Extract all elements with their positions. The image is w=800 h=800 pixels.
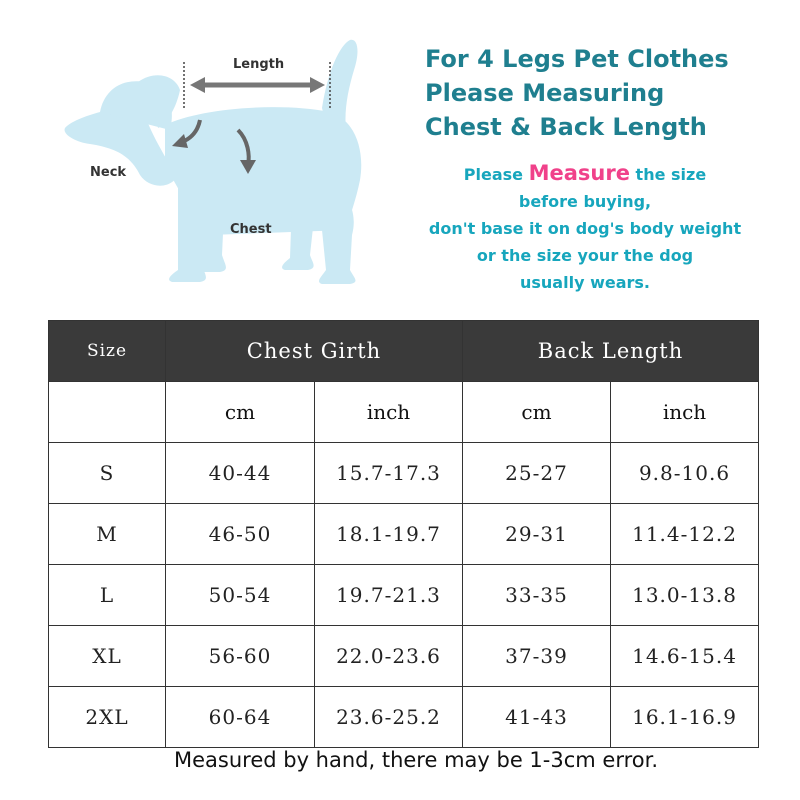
chest-inch-cell: 19.7-21.3 [315, 565, 463, 626]
back-inch-cell: 13.0-13.8 [611, 565, 759, 626]
table-row [49, 687, 759, 748]
back-inch-cell: 9.8-10.6 [611, 443, 759, 504]
notice-emphasis: Measure [528, 161, 630, 185]
length-arrow [190, 77, 325, 93]
chest-inch-cell: 22.0-23.6 [315, 626, 463, 687]
table-row [49, 626, 759, 687]
chest-cm-cell: 46-50 [166, 504, 315, 565]
size-chart-table [48, 320, 759, 748]
measurement-error-footnote: Measured by hand, there may be 1-3cm error. [173, 748, 658, 772]
back-cm-cell: 33-35 [463, 565, 611, 626]
back-cm-cell: 25-27 [463, 443, 611, 504]
unit-cell: inch [315, 382, 463, 443]
unit-row [49, 382, 759, 443]
title-line: Please Measuring [425, 79, 665, 107]
notice-line: don't base it on dog's body weight [428, 219, 742, 238]
unit-cell: inch [611, 382, 759, 443]
table-row [49, 565, 759, 626]
length-label: Length [233, 57, 285, 72]
back-cm-cell: 29-31 [463, 504, 611, 565]
back-cm-cell: 37-39 [463, 626, 611, 687]
chest-inch-cell: 18.1-19.7 [315, 504, 463, 565]
chest-inch-cell: 23.6-25.2 [315, 687, 463, 748]
title-line: For 4 Legs Pet Clothes [425, 45, 729, 73]
notice-first-line [385, 160, 785, 188]
size-cell: 2XL [49, 687, 166, 748]
size-cell: L [49, 565, 166, 626]
size-cell: M [49, 504, 166, 565]
back-inch-cell: 14.6-15.4 [611, 626, 759, 687]
notice-suffix: the size [629, 165, 707, 184]
size-cell: XL [49, 626, 166, 687]
notice-line: before buying, [518, 192, 652, 211]
unit-cell: cm [463, 382, 611, 443]
back-inch-cell: 16.1-16.9 [611, 687, 759, 748]
title-block [425, 42, 765, 144]
unit-cell: cm [166, 382, 315, 443]
notice-prefix: Please [463, 165, 529, 184]
table-row [49, 443, 759, 504]
chest-inch-cell: 15.7-17.3 [315, 443, 463, 504]
size-column-header: Size [49, 321, 166, 382]
chest-cm-cell: 50-54 [166, 565, 315, 626]
chest-girth-header: Chest Girth [166, 321, 463, 382]
size-cell: S [49, 443, 166, 504]
table-header-row [49, 321, 759, 382]
title-line: Chest & Back Length [425, 113, 707, 141]
back-inch-cell: 11.4-12.2 [611, 504, 759, 565]
chest-cm-cell: 56-60 [166, 626, 315, 687]
neck-label: Neck [90, 165, 127, 180]
notice-line: usually wears. [520, 273, 650, 292]
table-row [49, 504, 759, 565]
unit-cell-empty [49, 382, 166, 443]
notice-line: or the size your the dog [476, 246, 694, 265]
back-cm-cell: 41-43 [463, 687, 611, 748]
notice-block [385, 160, 785, 296]
dog-silhouette [65, 40, 362, 284]
chest-cm-cell: 40-44 [166, 443, 315, 504]
chest-cm-cell: 60-64 [166, 687, 315, 748]
chest-label: Chest [230, 222, 272, 237]
back-length-header: Back Length [463, 321, 759, 382]
